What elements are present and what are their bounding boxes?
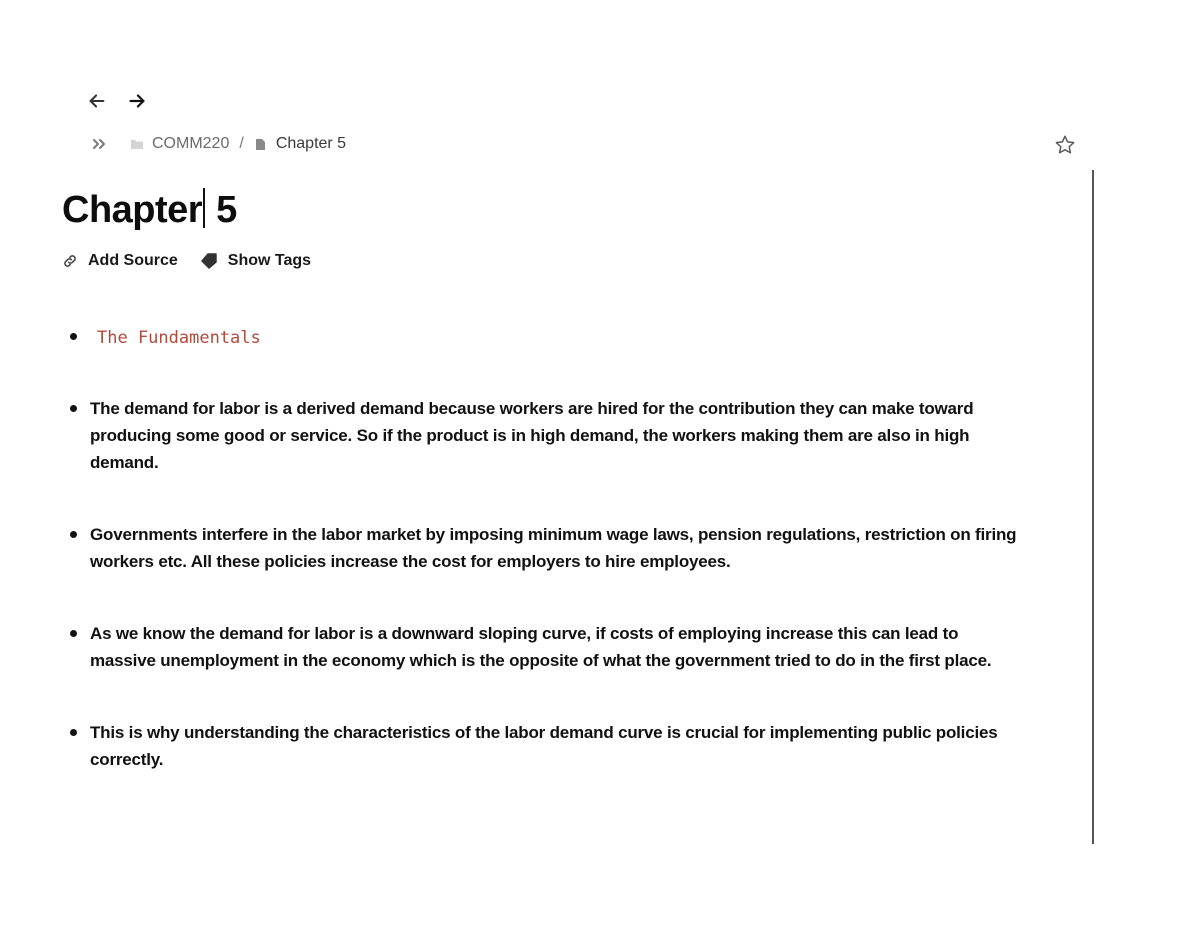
arrow-left-icon bbox=[86, 90, 108, 112]
bullet bbox=[70, 333, 77, 340]
history-nav bbox=[84, 88, 150, 114]
list-item[interactable] bbox=[70, 620, 1020, 674]
breadcrumb-current-label: Chapter 5 bbox=[275, 135, 347, 152]
tag-icon bbox=[200, 252, 218, 270]
double-chevron-right-icon bbox=[91, 136, 107, 152]
forward-button[interactable] bbox=[124, 88, 150, 114]
folder-icon bbox=[130, 137, 144, 151]
list-item[interactable] bbox=[70, 320, 1020, 356]
list-item-text: As we know the demand for labor is a downward sloping curve, if costs of employing increase this can lead to massive unemployment in the economy which is the opposite of what the government tried to do in the first place. bbox=[90, 624, 992, 670]
show-tags-button[interactable] bbox=[200, 252, 311, 270]
list-item-text: This is why understanding the characteristics of the labor demand curve is crucial for implementing public policies correctly. bbox=[90, 723, 998, 769]
bullet bbox=[70, 729, 77, 736]
favorite-button[interactable] bbox=[1052, 132, 1078, 158]
page-meta-actions bbox=[62, 252, 311, 270]
arrow-right-icon bbox=[126, 90, 148, 112]
breadcrumb-current[interactable] bbox=[254, 135, 346, 153]
list-item-text: The demand for labor is a derived demand because workers are hired for the contribution they can make toward producing some good or service. So if the product is in high demand, the workers making them are also in high demand. bbox=[90, 399, 974, 472]
breadcrumb-parent[interactable] bbox=[130, 135, 229, 153]
list-item-text: Governments interfere in the labor market by imposing minimum wage laws, pension regulations, restriction on firing workers etc. All these policies increase the cost for employers to hire employees. bbox=[90, 525, 1017, 571]
breadcrumb bbox=[90, 134, 346, 154]
list-item[interactable] bbox=[70, 521, 1020, 575]
sidebar-toggle-button[interactable] bbox=[90, 134, 108, 154]
add-source-button[interactable] bbox=[62, 252, 178, 270]
back-button[interactable] bbox=[84, 88, 110, 114]
page-content bbox=[70, 320, 1020, 773]
bullet bbox=[70, 531, 77, 538]
page-title[interactable] bbox=[62, 187, 237, 233]
list-item[interactable] bbox=[70, 395, 1020, 476]
list-item[interactable] bbox=[70, 719, 1020, 773]
star-icon bbox=[1054, 134, 1076, 156]
add-source-label: Add Source bbox=[88, 252, 178, 269]
show-tags-label: Show Tags bbox=[227, 252, 312, 269]
breadcrumb-separator: / bbox=[239, 135, 244, 152]
breadcrumb-parent-label: COMM220 bbox=[152, 135, 230, 152]
page-icon bbox=[254, 137, 268, 151]
text-cursor bbox=[203, 188, 205, 228]
bullet bbox=[70, 405, 77, 412]
right-panel-divider[interactable] bbox=[1092, 170, 1094, 844]
bullet bbox=[70, 630, 77, 637]
page-title-part-1: Chapter bbox=[62, 189, 203, 231]
list-item-text: The Fundamentals bbox=[97, 328, 261, 348]
link-icon bbox=[62, 253, 78, 269]
page-title-part-2: 5 bbox=[206, 189, 237, 231]
